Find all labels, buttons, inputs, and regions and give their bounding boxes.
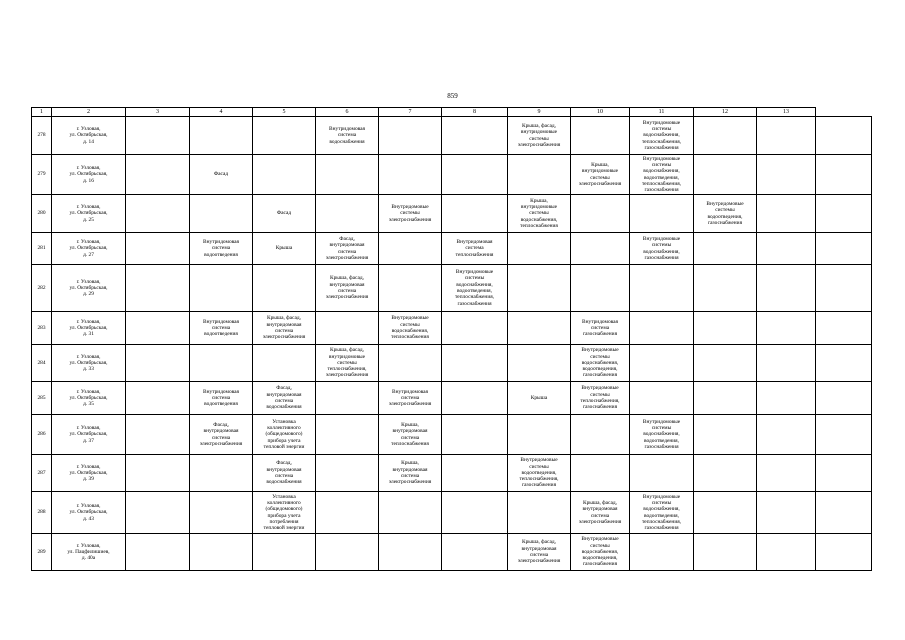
address-cell: г. Узловая, ул. Октябрьская, д. 25	[52, 195, 126, 233]
work-cell	[316, 534, 379, 571]
work-cell: Внутридомовые системы водоснабжения, водоотведения, газоснабжения	[571, 534, 630, 571]
work-cell	[816, 195, 872, 233]
work-cell	[442, 195, 508, 233]
work-cell: Внутридомовая система электроснабжения	[379, 382, 442, 415]
work-cell	[816, 155, 872, 195]
work-cell	[126, 195, 190, 233]
work-cell	[571, 415, 630, 455]
work-cell	[316, 382, 379, 415]
address-cell: г. Узловая, ул. Октябрьская, д. 43	[52, 492, 126, 534]
work-cell	[316, 415, 379, 455]
address-cell: г. Узловая, ул. Октябрьская, д. 31	[52, 312, 126, 345]
work-cell	[508, 492, 571, 534]
work-cell: Внутридомовые системы электроснабжения	[379, 195, 442, 233]
column-number-cell: 10	[571, 108, 630, 117]
table-row	[32, 345, 872, 382]
work-cell	[694, 455, 757, 492]
address-cell: г. Узловая, ул. Октябрьская, д. 27	[52, 233, 126, 265]
address-cell: г. Узловая, ул. Пацфилишиев, д. 40а	[52, 534, 126, 571]
work-cell	[694, 117, 757, 155]
works-register-table	[31, 107, 872, 571]
work-cell	[126, 265, 190, 312]
column-number-cell: 6	[316, 108, 379, 117]
work-cell: Внутридомовые системы водоснабжения, водоотведения, теплоснабжения, газоснабжения	[630, 492, 694, 534]
work-cell	[757, 455, 816, 492]
address-cell: г. Узловая, ул. Октябрьская, д. 39	[52, 455, 126, 492]
work-cell	[253, 265, 316, 312]
address-cell: г. Узловая, ул. Октябрьская, д. 14	[52, 117, 126, 155]
work-cell: Внутридомовые системы водоснабжения, водоотведения, газоснабжения	[571, 345, 630, 382]
work-cell	[630, 534, 694, 571]
work-cell: Крыша, фасад, внутридомовая система электроснабжения	[508, 534, 571, 571]
work-cell: Установка коллективного (общедомового) прибора учета потребления тепловой энергии	[253, 492, 316, 534]
work-cell	[816, 534, 872, 571]
work-cell	[757, 265, 816, 312]
work-cell	[757, 117, 816, 155]
work-cell: Внутридомовая система водоотведения	[190, 233, 253, 265]
column-number-cell: 1	[32, 108, 52, 117]
column-number-header-row	[32, 108, 872, 117]
work-cell	[757, 312, 816, 345]
table-row	[32, 415, 872, 455]
work-cell	[126, 155, 190, 195]
work-cell	[379, 492, 442, 534]
work-cell	[757, 415, 816, 455]
work-cell	[379, 534, 442, 571]
table-row	[32, 117, 872, 155]
work-cell	[316, 312, 379, 345]
work-cell	[316, 195, 379, 233]
work-cell	[190, 345, 253, 382]
address-cell: г. Узловая, ул. Октябрьская, д. 16	[52, 155, 126, 195]
work-cell	[508, 233, 571, 265]
work-cell	[508, 265, 571, 312]
work-cell: Крыша, внутридомовые системы электроснабжения	[571, 155, 630, 195]
work-cell	[571, 265, 630, 312]
work-cell	[253, 155, 316, 195]
work-cell: Внутридомовые системы водоснабжения, теплоснабжения	[379, 312, 442, 345]
work-cell: Внутридомовые системы водоотведения, газоснабжения	[694, 195, 757, 233]
work-cell	[508, 415, 571, 455]
address-cell: г. Узловая, ул. Октябрьская, д. 33	[52, 345, 126, 382]
work-cell	[694, 312, 757, 345]
work-cell: Крыша, фасад, внутридомовая система электроснабжения	[253, 312, 316, 345]
row-number-cell: 287	[32, 455, 52, 492]
work-cell: Внутридомовые системы водоснабжения, водоотведения, газоснабжения	[630, 415, 694, 455]
work-cell	[126, 415, 190, 455]
row-number-cell: 280	[32, 195, 52, 233]
work-cell: Фасад	[190, 155, 253, 195]
work-cell: Фасад, внутридомовая система водоснабжения	[253, 455, 316, 492]
work-cell: Крыша	[253, 233, 316, 265]
work-cell	[253, 117, 316, 155]
column-number-cell: 7	[379, 108, 442, 117]
work-cell	[694, 345, 757, 382]
address-cell: г. Узловая, ул. Октябрьская, д. 29	[52, 265, 126, 312]
work-cell	[126, 382, 190, 415]
work-cell: Внутридомовые системы водоснабжения, газоснабжения	[630, 233, 694, 265]
row-number-cell: 282	[32, 265, 52, 312]
work-cell	[694, 415, 757, 455]
work-cell: Крыша, фасад, внутридомовая система электроснабжения	[316, 265, 379, 312]
work-cell: Фасад, внутридомовая система электроснабжения	[316, 233, 379, 265]
column-number-cell: 12	[694, 108, 757, 117]
column-number-cell: 2	[52, 108, 126, 117]
work-cell	[190, 265, 253, 312]
work-cell: Внутридомовые системы теплоснабжения, газоснабжения	[571, 382, 630, 415]
column-number-cell: 4	[190, 108, 253, 117]
work-cell: Внутридомовая система водоотведения	[190, 382, 253, 415]
work-cell	[816, 117, 872, 155]
work-cell	[694, 534, 757, 571]
work-cell	[630, 312, 694, 345]
work-cell: Крыша, внутридомовая система электроснабжения	[379, 455, 442, 492]
work-cell	[816, 415, 872, 455]
column-number-cell: 5	[253, 108, 316, 117]
work-cell	[571, 233, 630, 265]
work-cell	[442, 455, 508, 492]
work-cell	[757, 155, 816, 195]
work-cell	[816, 382, 872, 415]
work-cell	[571, 117, 630, 155]
work-cell: Внутридомовая система водоотведения	[190, 312, 253, 345]
work-cell: Крыша, фасад, внутридомовые системы теплоснабжения, электроснабжения	[316, 345, 379, 382]
work-cell	[126, 492, 190, 534]
row-number-cell: 278	[32, 117, 52, 155]
column-number-cell: 8	[442, 108, 508, 117]
work-cell	[816, 312, 872, 345]
work-cell	[816, 455, 872, 492]
work-cell: Внутридомовая система водоснабжения	[316, 117, 379, 155]
work-cell	[694, 233, 757, 265]
work-cell	[126, 117, 190, 155]
work-cell	[757, 534, 816, 571]
table-row	[32, 455, 872, 492]
row-number-cell: 286	[32, 415, 52, 455]
column-number-cell: 13	[757, 108, 816, 117]
work-cell	[126, 455, 190, 492]
work-cell	[442, 345, 508, 382]
work-cell: Крыша	[508, 382, 571, 415]
work-cell	[694, 382, 757, 415]
work-cell	[757, 345, 816, 382]
row-number-cell: 279	[32, 155, 52, 195]
work-cell	[190, 492, 253, 534]
work-cell	[508, 155, 571, 195]
work-cell: Крыша, фасад, внутридомовые системы электроснабжения	[508, 117, 571, 155]
work-cell: Внутридомовые системы водоотведения, теплоснабжения, газоснабжения	[508, 455, 571, 492]
column-number-cell: 9	[508, 108, 571, 117]
work-cell	[442, 415, 508, 455]
work-cell	[190, 534, 253, 571]
work-cell	[757, 492, 816, 534]
work-cell: Фасад, внутридомовая система электроснабжения	[190, 415, 253, 455]
work-cell	[816, 265, 872, 312]
work-cell: Установка коллективного (общедомового) прибора учета тепловой энергии	[253, 415, 316, 455]
work-cell	[816, 492, 872, 534]
table-row	[32, 195, 872, 233]
work-cell	[508, 345, 571, 382]
work-cell	[379, 155, 442, 195]
work-cell: Внутридомовые системы водоснабжения, теплоснабжения, газоснабжения	[630, 117, 694, 155]
work-cell	[442, 492, 508, 534]
page-number: 859	[447, 92, 458, 100]
work-cell	[630, 382, 694, 415]
work-cell	[630, 195, 694, 233]
work-cell	[694, 265, 757, 312]
work-cell	[126, 312, 190, 345]
work-cell	[694, 155, 757, 195]
work-cell	[442, 382, 508, 415]
table-row	[32, 265, 872, 312]
work-cell	[442, 117, 508, 155]
work-cell: Крыша, внутридомовая система теплоснабжения	[379, 415, 442, 455]
work-cell	[757, 195, 816, 233]
work-cell	[316, 492, 379, 534]
table-row	[32, 534, 872, 571]
row-number-cell: 285	[32, 382, 52, 415]
work-cell: Фасад, внутридомовая система водоснабжения	[253, 382, 316, 415]
work-cell: Внутридомовая система газоснабжения	[571, 312, 630, 345]
work-cell	[253, 345, 316, 382]
work-cell	[253, 534, 316, 571]
row-number-cell: 283	[32, 312, 52, 345]
work-cell	[630, 265, 694, 312]
work-cell: Внутридомовые системы водоснабжения, водоотведения, теплоснабжения, газоснабжения	[442, 265, 508, 312]
work-cell: Крыша, внутридомовые системы водоснабжения, теплоснабжения	[508, 195, 571, 233]
work-cell	[630, 345, 694, 382]
column-number-cell: 11	[630, 108, 694, 117]
work-cell	[816, 345, 872, 382]
work-cell	[379, 265, 442, 312]
work-cell	[694, 492, 757, 534]
work-cell	[571, 195, 630, 233]
table-row	[32, 155, 872, 195]
row-number-cell: 288	[32, 492, 52, 534]
table-row	[32, 382, 872, 415]
row-number-cell: 281	[32, 233, 52, 265]
work-cell: Внутридомовые системы водоснабжения, водоотведения, теплоснабжения, газоснабжения	[630, 155, 694, 195]
address-cell: г. Узловая, ул. Октябрьская, д. 37	[52, 415, 126, 455]
work-cell: Фасад	[253, 195, 316, 233]
work-cell	[442, 312, 508, 345]
row-number-cell: 284	[32, 345, 52, 382]
work-cell	[630, 455, 694, 492]
work-cell	[816, 233, 872, 265]
work-cell: Внутридомовая система теплоснабжения	[442, 233, 508, 265]
work-cell	[316, 455, 379, 492]
work-cell	[316, 155, 379, 195]
work-cell: Крыша, фасад, внутридомовая система электроснабжения	[571, 492, 630, 534]
table-row	[32, 312, 872, 345]
work-cell	[126, 233, 190, 265]
address-cell: г. Узловая, ул. Октябрьская, д. 35	[52, 382, 126, 415]
work-cell	[190, 195, 253, 233]
table-row	[32, 233, 872, 265]
work-cell	[757, 233, 816, 265]
work-cell	[379, 233, 442, 265]
work-cell	[126, 345, 190, 382]
column-number-cell: 3	[126, 108, 190, 117]
work-cell	[190, 117, 253, 155]
work-cell	[442, 155, 508, 195]
work-cell	[508, 312, 571, 345]
row-number-cell: 289	[32, 534, 52, 571]
work-cell	[190, 455, 253, 492]
work-cell	[379, 345, 442, 382]
work-cell	[442, 534, 508, 571]
work-cell	[571, 455, 630, 492]
work-cell	[757, 382, 816, 415]
work-cell	[126, 534, 190, 571]
table-row	[32, 492, 872, 534]
work-cell	[379, 117, 442, 155]
